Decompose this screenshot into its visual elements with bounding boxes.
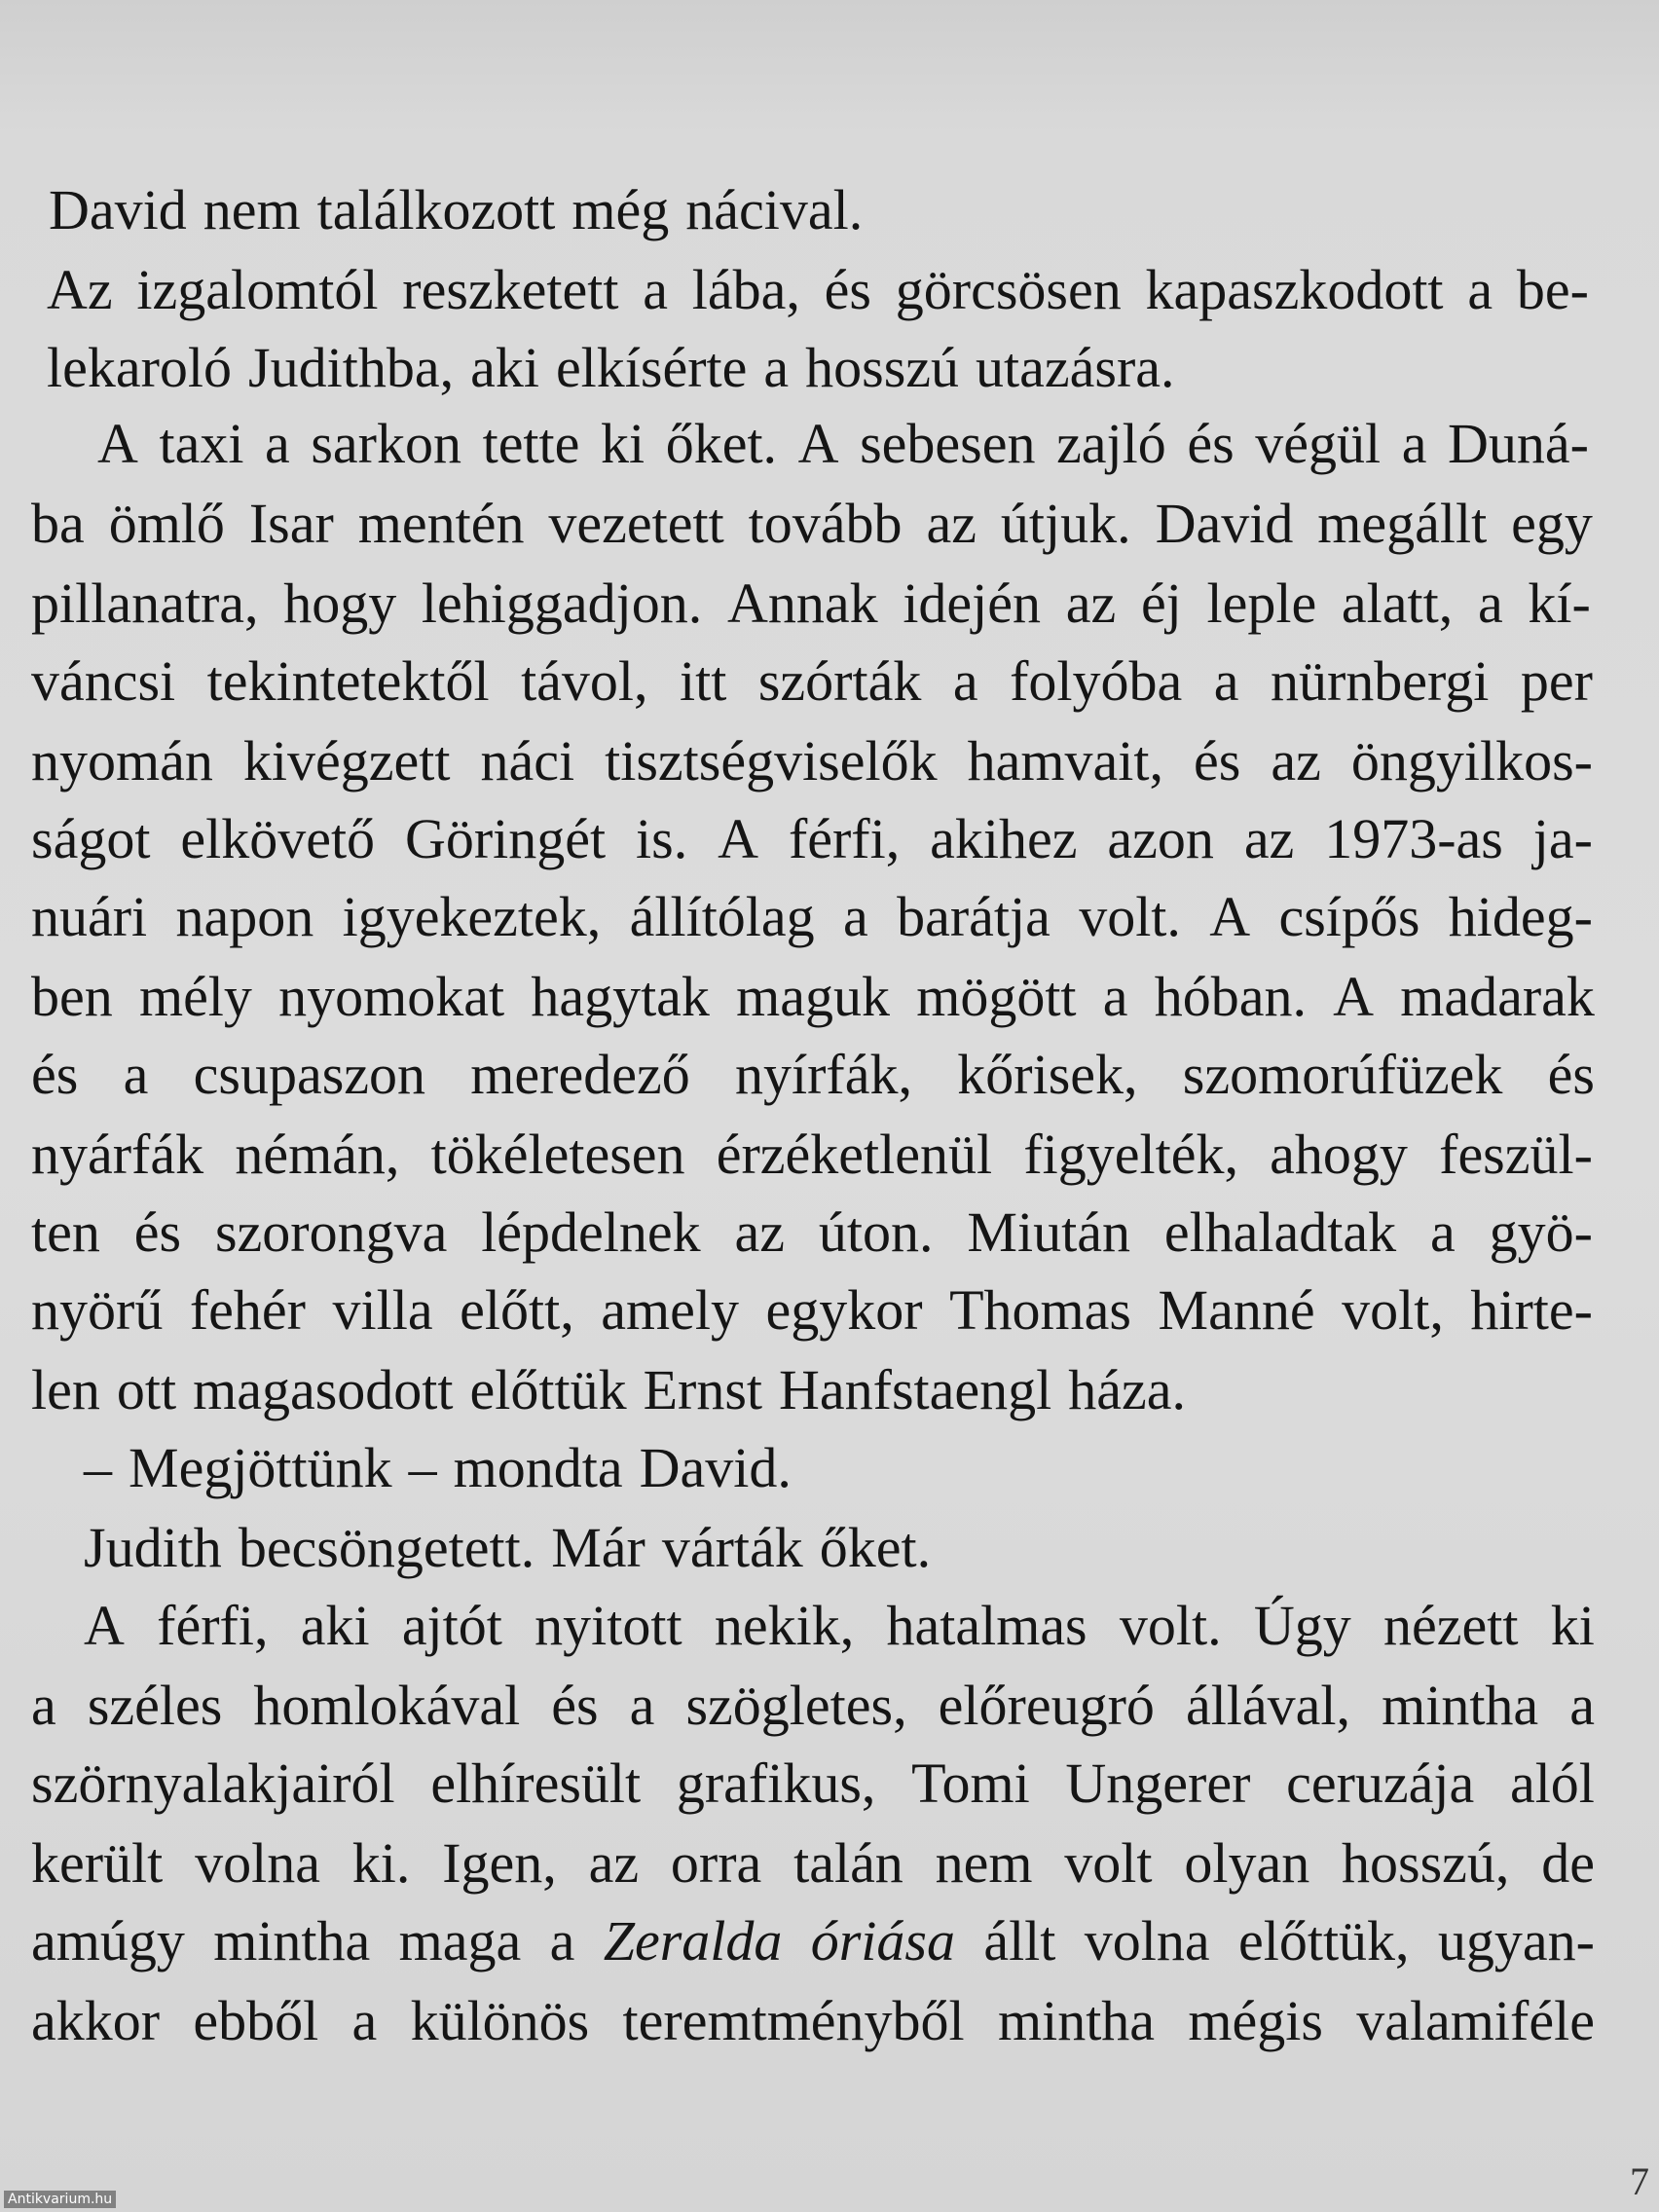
word: ömlő [108,492,225,555]
word: érzéketlenül [716,1123,993,1186]
word: Annak [726,571,878,635]
word: kí- [1528,571,1591,635]
word: óriása [810,1909,955,1972]
page-number-fragment: 7 [1630,2159,1649,2203]
word: akkor [31,1989,161,2052]
word: az [734,1200,786,1264]
word: mintha [1382,1674,1539,1737]
word: úton. [818,1200,934,1264]
word: ki [1550,1594,1595,1657]
word: nekik, [714,1594,855,1657]
word: őket. [665,412,778,475]
word: vezetett [548,492,724,555]
word: be- [1516,258,1589,321]
word: – [408,1436,437,1499]
word: megállt [1317,492,1488,555]
word: aki [470,336,539,399]
word: leple [1206,571,1317,635]
text-line [31,1828,1595,1899]
text-line [31,1355,1202,1425]
word: ba [31,492,85,555]
word: és [1547,1043,1595,1106]
word: az [926,492,977,555]
word: ben [31,965,113,1028]
word: előreugró [938,1674,1155,1737]
word: a [1477,571,1503,635]
word: a [1102,965,1128,1028]
word: becsöngetett. [238,1516,535,1579]
word: utazásra. [976,336,1175,399]
word: hogy [283,571,397,635]
text-line [97,409,1589,479]
word: különös [410,1989,590,2052]
word: villa [332,1278,433,1342]
word: 1973-as [1324,807,1503,870]
word: nyárfák [31,1123,204,1186]
word: Judithba, [248,336,455,399]
word: és [1187,412,1235,475]
word: Ungerer [1065,1751,1251,1815]
word: taxi [159,412,244,475]
word: éj [1140,571,1182,635]
word: elhíresült [430,1751,642,1815]
word: David. [639,1436,792,1499]
text-line [31,882,1593,952]
word: a [549,1909,575,1972]
word: maga [398,1909,522,1972]
word: reszketett [402,258,619,321]
word: a [843,885,868,948]
word: Miután [967,1200,1130,1264]
word: lehiggadjon. [421,571,703,635]
word: meredező [470,1043,690,1106]
word: még [571,178,670,241]
word: és [31,1043,79,1106]
word: amely [601,1278,739,1342]
word: teremtményből [622,1989,965,2052]
word: ebből [193,1989,319,2052]
word: azon [1107,807,1214,870]
word: a [1467,258,1493,321]
text-line [31,646,1593,717]
word: hosszú, [1342,1831,1510,1895]
text-line [84,1513,947,1583]
text-line [31,569,1591,639]
word: Már [551,1516,645,1579]
show-through-text [58,0,1616,58]
word: találkozott [316,178,556,241]
word: len [31,1358,100,1421]
word: barátja [897,885,1051,948]
word: lépdelnek [481,1200,701,1264]
word: a [629,1674,655,1737]
word: lekaroló [47,336,233,399]
word: sebesen [860,412,1036,475]
word: sarkon [311,412,461,475]
word: Ernst [643,1358,763,1421]
word: szórták [757,649,922,713]
word: akihez [930,807,1078,870]
word: a [763,336,790,399]
word: Tomi [911,1751,1030,1815]
word: öngyilkos- [1350,729,1593,793]
word: náci [480,729,575,793]
word: az [1243,807,1295,870]
word: kivégzett [242,729,451,793]
word: volt, [1342,1278,1444,1342]
word: a [123,1043,149,1106]
word: lába, [691,258,800,321]
word: ja- [1532,807,1593,870]
word: szomorúfüzek [1182,1043,1503,1106]
text-line [31,804,1593,874]
word: várták [661,1516,803,1579]
word: hóban. [1154,965,1307,1028]
text-line [84,1591,1595,1661]
word: volna [1084,1909,1210,1972]
word: A [718,807,759,870]
word: itt [680,649,727,713]
word: csupaszon [193,1043,426,1106]
text-line [31,1198,1593,1268]
word: ugyan- [1437,1909,1595,1972]
word: nézett [1383,1594,1519,1657]
word: Duná- [1448,412,1589,475]
word: nyomokat [278,965,505,1028]
word: A [797,412,839,475]
word: is. [636,807,688,870]
word: a [1213,649,1239,713]
word: előttük, [1237,1909,1410,1972]
word: tisztségviselők [605,729,938,793]
word: egykor [765,1278,923,1342]
word: – [84,1436,112,1499]
word: hatalmas [886,1594,1088,1657]
word: mentén [357,492,525,555]
text-line [31,1906,1595,1976]
word: magasodott [193,1358,454,1421]
word: elhaladtak [1163,1200,1397,1264]
word: talán [793,1831,903,1895]
word: grafikus, [676,1751,876,1815]
word: kőrisek, [957,1043,1138,1106]
word: elkísérte [555,336,748,399]
word: nem [203,178,301,241]
word: de [1541,1831,1595,1895]
word: volt [1064,1831,1153,1895]
word: ceruzája [1286,1751,1475,1815]
word: a [31,1674,56,1737]
word: a [265,412,290,475]
word: valamiféle [1356,1989,1595,2052]
word: David [49,178,187,241]
word: ten [31,1200,100,1264]
word: igyekeztek, [342,885,602,948]
word: per [1520,649,1593,713]
word: alól [1509,1751,1595,1815]
text-line [49,175,879,245]
text-line [31,962,1595,1032]
word: hosszú [805,336,960,399]
word: mintha [213,1909,371,1972]
word: Manné [1158,1278,1315,1342]
word: a [1430,1200,1456,1264]
word: zajló [1056,412,1166,475]
word: őket. [819,1516,932,1579]
word: mégis [1188,1989,1323,2052]
word: került [31,1831,164,1895]
word: hagytak [531,965,710,1028]
word: figyelték, [1023,1123,1238,1186]
word: tovább [748,492,903,555]
word: szögletes, [685,1674,907,1737]
word: idején [903,571,1042,635]
word: a [1569,1674,1595,1737]
text-line [31,1275,1593,1346]
word: A [97,412,138,475]
word: Megjöttünk [129,1436,392,1499]
word: ahogy [1270,1123,1408,1186]
word: széles [87,1674,223,1737]
text-line [47,255,1589,325]
word: váncsi [31,649,176,713]
text-line [31,1671,1595,1741]
word: hirte- [1470,1278,1593,1342]
text-line [47,333,1192,403]
word: férfi, [788,807,901,870]
word: hideg- [1448,885,1593,948]
word: állával, [1185,1674,1351,1737]
word: izgalomtól [136,258,379,321]
word: a [952,649,978,713]
word: ajtót [401,1594,502,1657]
word: folyóba [1010,649,1183,713]
word: Hanfstaengl [779,1358,1052,1421]
word: előttük [469,1358,627,1421]
text-line [31,1749,1595,1819]
word: fehér [189,1278,306,1342]
word: ságot [31,807,151,870]
word: és [551,1674,599,1737]
word: Isar [248,492,334,555]
word: a [351,1989,378,2052]
word: és [133,1200,182,1264]
word: mondta [453,1436,623,1499]
word: nürnbergi [1270,649,1490,713]
word: férfi, [157,1594,269,1657]
word: gyö- [1489,1200,1593,1264]
word: volt. [1119,1594,1222,1657]
word: Úgy [1253,1594,1351,1657]
word: amúgy [31,1909,185,1972]
word: ott [116,1358,177,1421]
word: A [1333,965,1375,1028]
text-line [31,1040,1595,1110]
text-line [84,1433,808,1503]
text-line [31,1120,1593,1190]
word: és [824,258,871,321]
word: tökéletesen [430,1123,685,1186]
text-line [31,1986,1595,2056]
word: tette [482,412,580,475]
word: szorongva [214,1200,448,1264]
word: madarak [1400,965,1595,1028]
word: végül [1255,412,1382,475]
word: maguk [736,965,890,1028]
word: a [1401,412,1427,475]
word: távol, [521,649,648,713]
word: tekintetektől [206,649,490,713]
word: volna [195,1831,320,1895]
word: Thomas [949,1278,1131,1342]
word: Judith [84,1516,222,1579]
word: A [1209,885,1251,948]
word: David [1155,492,1294,555]
word: szörnyalakjairól [31,1751,395,1815]
word: előtt, [460,1278,574,1342]
word: csípős [1278,885,1420,948]
word: nyörű [31,1278,164,1342]
word: az [1065,571,1117,635]
word: pillanatra, [31,571,259,635]
word: állt [983,1909,1056,1972]
word: nem [935,1831,1033,1895]
word: hamvait, [967,729,1163,793]
word: nácival. [685,178,864,241]
word: Zeralda [603,1909,783,1972]
word: A [84,1594,125,1657]
word: némán, [235,1123,400,1186]
word: nuári [31,885,148,948]
word: elkövető [180,807,376,870]
word: háza. [1068,1358,1186,1421]
word: nyitott [535,1594,682,1657]
word: nyomán [31,729,213,793]
text-line [31,489,1593,559]
word: feszül- [1439,1123,1593,1186]
word: olyan [1184,1831,1310,1895]
word: Göringét [404,807,607,870]
word: Az [47,258,113,321]
word: napon [175,885,314,948]
word: az [588,1831,640,1895]
word: Igen, [442,1831,557,1895]
word: kapaszkodott [1145,258,1444,321]
word: orra [670,1831,762,1895]
word: nyírfák, [734,1043,912,1106]
word: aki [300,1594,370,1657]
word: az [1271,729,1321,793]
word: mély [138,965,252,1028]
word: volt. [1079,885,1181,948]
word: és [1193,729,1241,793]
word: egy [1511,492,1593,555]
word: homlokával [253,1674,521,1737]
text-line [31,726,1593,796]
word: a [643,258,668,321]
word: mögött [916,965,1077,1028]
watermark: Antikvarium.hu [4,2191,116,2208]
word: útjuk. [1000,492,1131,555]
word: mintha [997,1989,1156,2052]
word: állítólag [629,885,815,948]
word: görcsösen [895,258,1122,321]
word: alatt, [1341,571,1454,635]
word: ki. [351,1831,411,1895]
word: ki [601,412,645,475]
